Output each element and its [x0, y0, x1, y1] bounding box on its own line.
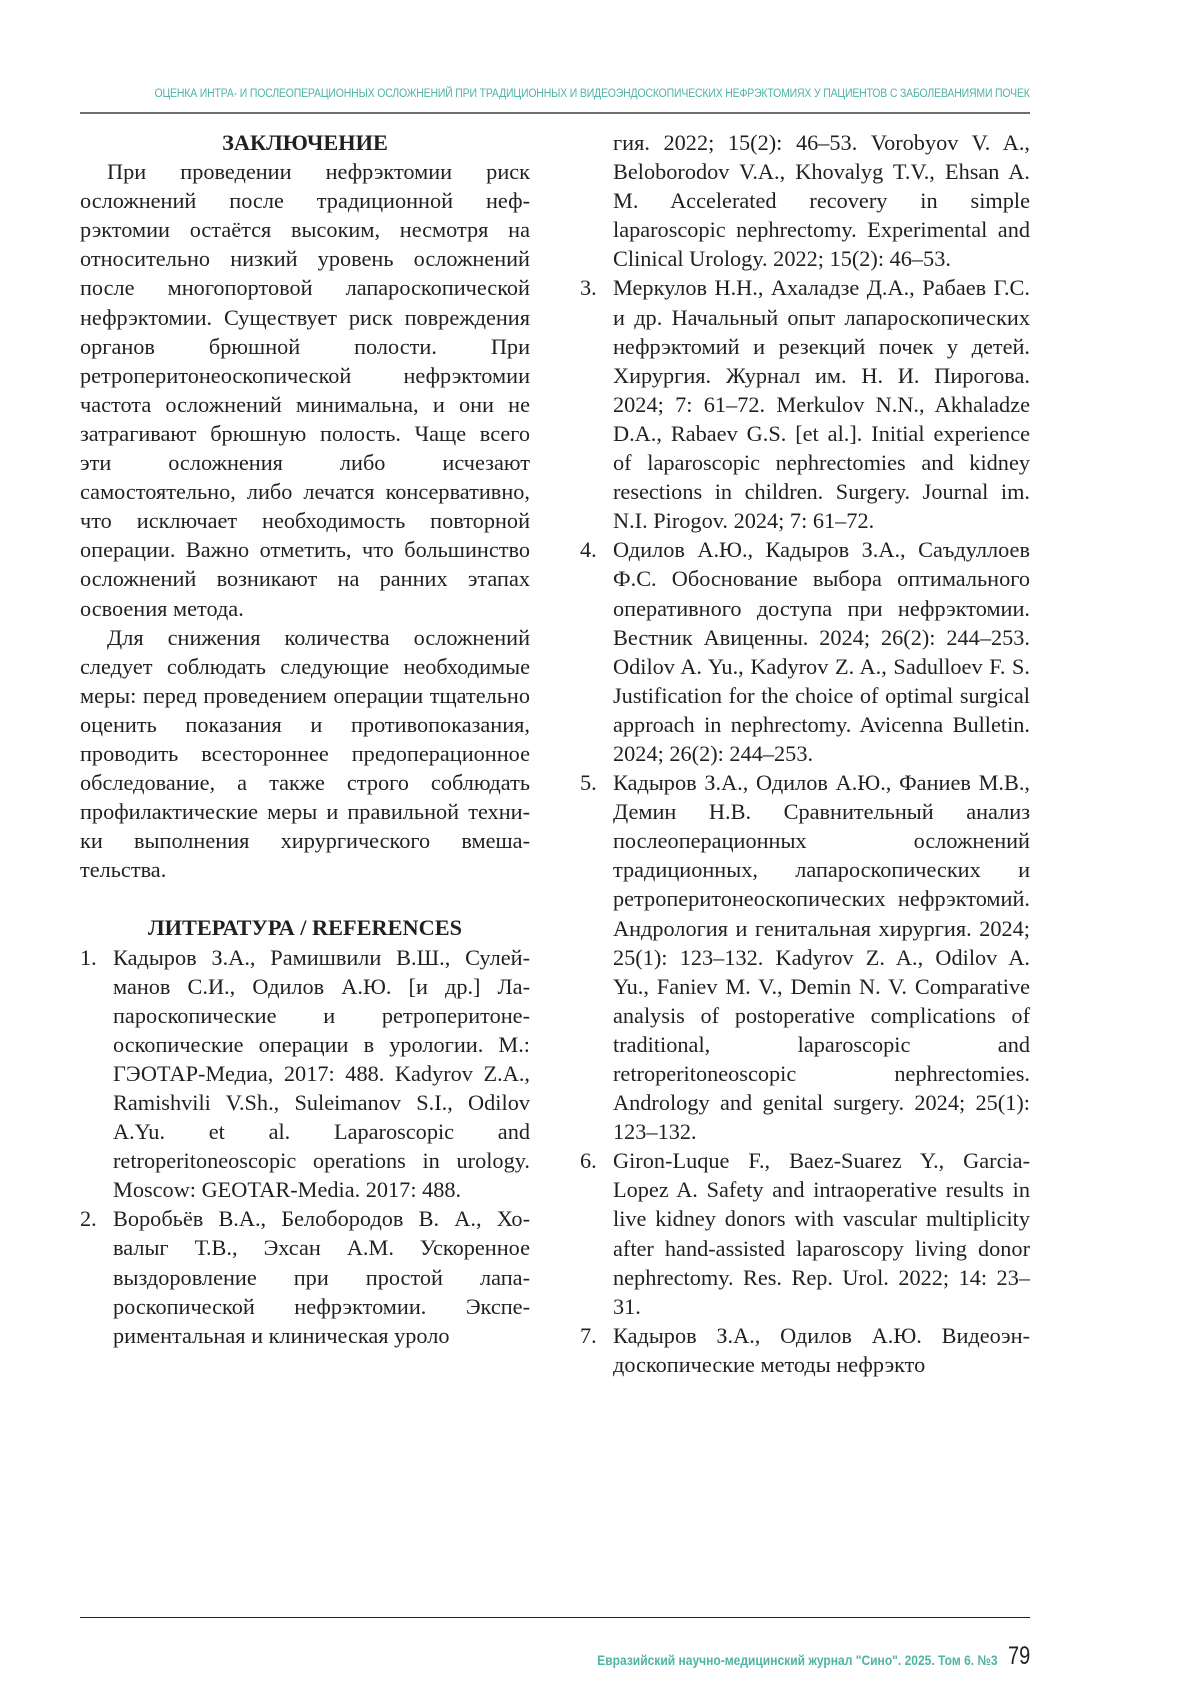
reference-item [80, 943, 530, 1205]
reference-item [580, 1146, 1030, 1321]
reference-text: Воробьёв В.А., Белобородов В. А., Хо­валыг Т.В., Эхсан А.М. Ускоренное выздоровление при простой лапа­роскопической нефрэктомии. Экспе­риментальная и клиническая уроло­ [113, 1206, 530, 1347]
header-rule [80, 112, 1030, 114]
reference-text: Giron-Luque F., Baez-Suarez Y., Garcia-Lopez A. Safety and intraoperative results in live kidney donors with vascular multiplicity after hand-assisted laparoscopy living donor nephrectomy. Res. Rep. Urol. 2022; 14: 23–31. [613, 1148, 1030, 1318]
conclusion-heading: ЗАКЛЮЧЕНИЕ [80, 128, 530, 157]
conclusion-paragraph: При проведении нефрэктомии риск осложнений после традиционной неф­рэктомии остаётся высоким, несмотря на относительно низкий уровень ос­ложнений после многопортовой лапаро­скопической нефрэктомии. Существует риск повреждения органов брюшной по­лости. При ретроперитонеоскопической нефрэктомии частота осложнений ми­нимальна, и они не затрагивают брюш­ную полость. Чаще всего эти осложнения либо исчезают самостоятельно, либо лечатся консервативно, что исключа­ет необходимость повторной операции. Важно отметить, что большинство ос­ложнений возникают на ранних этапах освоения метода. [80, 157, 530, 623]
reference-list [580, 273, 1030, 1379]
reference-item [580, 273, 1030, 535]
reference-number: 5. [580, 768, 597, 797]
reference-item [80, 1204, 530, 1349]
reference-text: Одилов А.Ю., Кадыров З.А., Саъдуллоев Ф.С. Обоснование выбора оптималь­ного оперативного доступа при неф­рэктомии. Вестник Авиценны. 2024; 26(2): 244–253. Odilov A. Yu., Kadyrov Z. A., Sadulloev F. S. Justification for the choice of optimal surgical approach in nephrectomy. Avicenna Bulletin. 2024; 26(2): 244–253. [613, 537, 1030, 766]
reference-item [580, 535, 1030, 768]
conclusion-paragraph: Для снижения количества осложне­ний следует соблюдать следующие не­обходимые меры: перед проведением операции тщательно оценить показания и противопоказания, проводить всесто­роннее предоперационное обследова­ние, а также строго соблюдать профи­лактические меры и правильной техни­ки выполнения хирургического вмеша­тельства. [80, 623, 530, 885]
reference-list [80, 943, 530, 1350]
running-title: ОЦЕНКА ИНТРА- И ПОСЛЕОПЕРАЦИОННЫХ ОСЛОЖНЕНИЙ ПРИ ТРАДИЦИОННЫХ И ВИДЕОЭНДОСКОПИЧЕСКИХ НЕФРЭКТОМИЯХ У ПАЦИЕНТОВ С ЗАБОЛЕВАНИЯМИ ПОЧЕК [155, 86, 1030, 100]
reference-text: Меркулов Н.Н., Ахаладзе Д.А., Рабаев Г.С. и др. Начальный опыт лапароскопи­ческих нефрэктомий и резекций по­чек у детей. Хирургия. Журнал им. Н. И. Пирогова. 2024; 7: 61–72. Merkulov N.N., Akhaladze D.A., Rabaev G.S. [et al.]. Initial experience of laparoscopic nephrectomies and kidney resections in children. Surgery. Journal im. N.I. Pirogov. 2024; 7: 61–72. [613, 275, 1030, 533]
footer-rule [80, 1617, 1030, 1618]
reference-number: 2. [80, 1204, 97, 1233]
references-heading: ЛИТЕРАТУРА / REFERENCES [80, 913, 530, 942]
reference-number: 1. [80, 943, 97, 972]
reference-number: 4. [580, 535, 597, 564]
reference-item [580, 1321, 1030, 1379]
reference-item [580, 768, 1030, 1146]
right-column [580, 128, 1030, 1379]
reference-number: 7. [580, 1321, 597, 1350]
reference-number: 3. [580, 273, 597, 302]
reference-text: Кадыров З.А., Одилов А.Ю., Фаниев М.В., Демин Н.В. Сравнительный ана­лиз послеоперационных осложнений традиционных, лапароскопических и ретроперитонеоскопических нефрэк­томий. Андрология и генитальная хи­рургия. 2024; 25(1): 123–132. Kadyrov Z. A., Odilov A. Yu., Faniev M. V., Demin N. V. Comparative analysis of postoperative complications of traditional, laparoscopic and retroperitoneoscopic nephrectomies. Andrology and genital surgery. 2024; 25(1): 123–132. [613, 770, 1030, 1144]
page-number: 79 [1008, 1642, 1030, 1671]
reference-continuation: гия. 2022; 15(2): 46–53. Vorobyov V. A., Beloborodov V.A., Khovalyg T.V., Ehsan A. M. Accelerated recovery in simple laparoscopic nephrectomy. Experimental and Clinical Urology. 2022; 15(2): 46–53. [580, 128, 1030, 273]
journal-footer: Евразийский научно-медицинский журнал "Сино". 2025. Том 6. №3 [598, 1652, 998, 1668]
left-column [80, 128, 530, 1350]
reference-text: Кадыров З.А., Рамишвили В.Ш., Сулей­манов С.И., Одилов А.Ю. [и др.] Ла­пароскопические и ретроперитоне­оскопические операции в урологии. М.: ГЭОТАР-Медиа, 2017: 488. Kadyrov Z.A., Ramishvili V.Sh., Suleimanov S.I., Odilov A.Yu. et al. Laparoscopic and retroperitoneoscopic operations in urology. Moscow: GEOTAR-Media. 2017: 488. [113, 945, 530, 1203]
reference-text: Кадыров З.А., Одилов А.Ю. Видеоэн­доскопические методы нефрэкто­ [613, 1323, 1030, 1377]
reference-number: 6. [580, 1146, 597, 1175]
